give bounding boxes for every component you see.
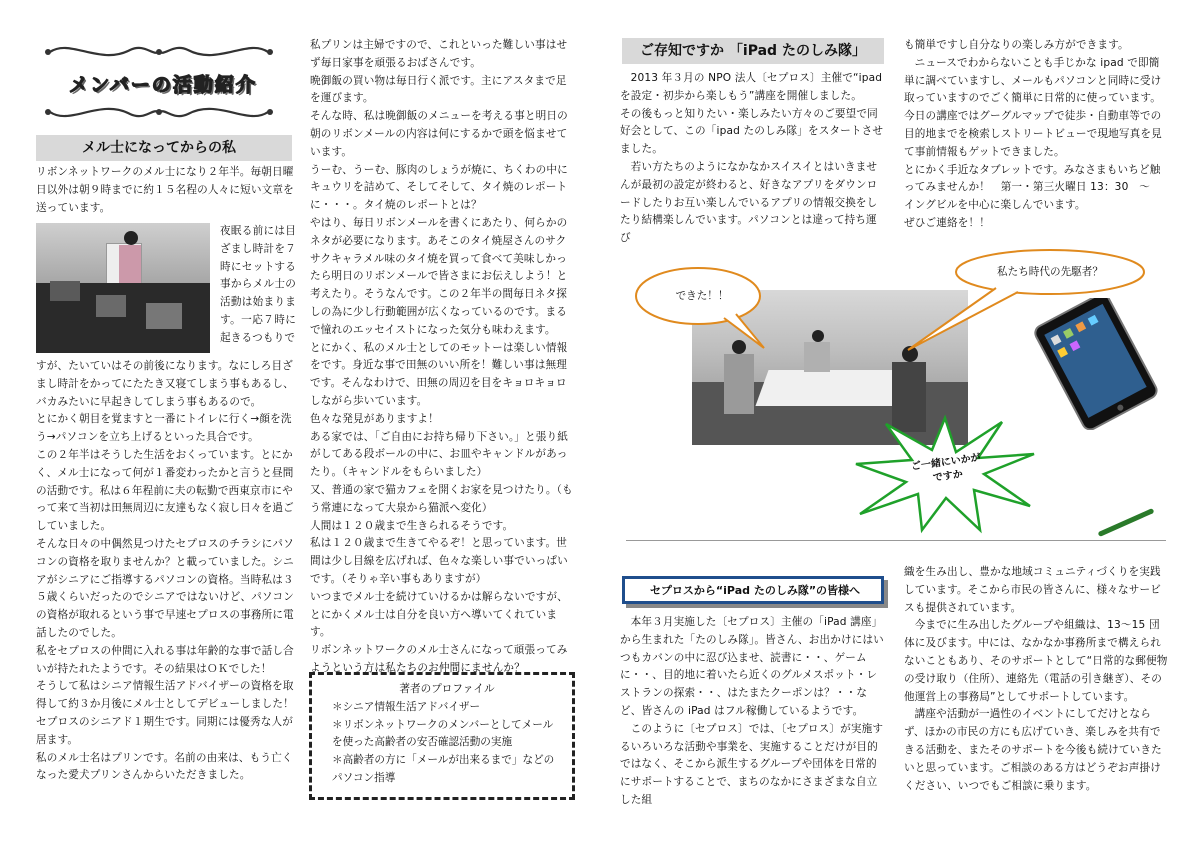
col2-body [310,37,576,678]
speech-bubble-right-text: 私たち時代の先駆者？ [997,266,1103,278]
ipad-icon [1030,298,1162,430]
profile-item: ＊シニア情報生活アドバイザー [332,700,481,713]
page-heading: メンバーの活動紹介 [69,74,257,96]
col1-para: 私のメル士名はプリンです。名前の由来は、もう亡くなった愛犬プリンさんからいただきました。 [36,751,293,782]
sepros-para: 本年３月実施した〔セプロス〕主催の「iPad 講座」から生まれた「たのしみ隊」。皆さん、お出かけにはいつもカバンの中に忍び込ませ、読書に・・、ゲームに・・、目的地に着いたら近くのグルメスポット・レストランの探索・・、はたまたクーポンは？・・など、皆さんの iPad はフル稼働しているようです。 [620,616,884,717]
col2-para: 私は１２０歳まで生きてやるぞ！と思っています。世間は少し目線を広げれば、色々な楽しい事でいっぱいです。（そりゃ辛い事もありますが） [310,537,568,585]
sepros-col2-para: 織を生み出し、豊かな地域コミュニティづくりを実践しています。そこから市民の皆さんに、様々なサービスも提供されています。 [904,566,1161,614]
col1-para: とにかく朝目を覚ますと一番にトイレに行く→顔を洗う→パソコンを立ち上げるといった具合です。 [36,413,292,444]
ipad-col2-para: ぜひご連絡を！！ [904,216,990,229]
ipad-col2 [904,37,1168,233]
col2-para: そんな時、私は晩御飯のメニューを考える事と明日の朝のリボンメールの内容は何にするかで頭を悩ませています。 [310,110,568,158]
col1-para: すが、たいていはその前後になります。なにしろ目ざまし時計をかってにたたき又寝てしまう事もあるし、バカみたいに早起きしてしまう事もあるので。 [36,360,294,408]
col2-para: 人間は１２０歳まで生きられるそうです。 [310,519,514,532]
profile-title: 著者のプロファイル [399,683,495,695]
class-photo [36,223,210,353]
ipad-para: その後もっと知りたい・楽しみたい方々のご要望で同好会として、この「ipad たのしみ隊」をスタートさせました。 [620,107,884,156]
col1-para: そんな日々の中偶然見つけたセプロスのチラシにパソコンの資格を取りませんか？と載っていました。シニアがシニアにご指導するパソコンの資格。当時私は３５歳くらいだったのでシニアではないけど、パソコンの資格が取れるという事で早速セプロスの事務所に電話したのでした。 [36,537,294,639]
decorative-stroke [1098,508,1155,537]
sepros-para: このように〔セプロス〕では、〔セプロス〕が実施するいろいろな活動や事業を、実施することだけが目的ではなく、そこから派生するグループや団体を日常的にサポートすることで、まちのなかにさまざまな自立した組 [620,722,884,806]
speech-bubble-left-text: できた！！ [675,290,729,302]
col1-wrap-text: 夜眠る前には目ざまし時計を７時にセットする事からメル士の活動は始まります。一応７時に起きるつもりで [220,225,296,344]
ipad-para: 若い方たちのようになかなかスイスイとはいきませんが最初の設定が終わると、好きなアプリをダウンロードしたりお互い楽しんでいるアプリの情報交換をしたり結構楽しんでいます。パソコンとは違って持ち運び [620,160,878,245]
flourish-top [40,40,278,64]
sepros-col2 [904,564,1168,795]
section-title: メル士になってからの私 [36,135,292,161]
ipad-col2-para: ニュースでわからないことも手じかな ipad で即簡単に調べていますし、メールもパソコンと同時に受け取っていますのでごく簡単に日常的に使っています。 [904,56,1162,105]
flourish-bottom [40,100,278,124]
col2-para: 色々な発見がありますよ！ [310,412,439,425]
author-profile-box [309,672,575,800]
col2-para: うーむ、うーむ、豚肉のしょうが焼に、ちくわの中にキュウリを詰めて、そしてそして、タイ焼のレポートに・・・。タイ焼のレポートとは？ [310,163,568,212]
col1-para: そうして私はシニア情報生活アドバイザーの資格を取得して約３か月後にメル士としてデビューしました！セプロスのシニアド１期生です。同期には優秀な人が居ます。 [36,680,294,746]
divider-line [626,540,1166,541]
col2-para: 晩御飯の買い物は毎日行く派です。主にアスタまで足を運びます。 [310,74,567,105]
profile-item: ＊高齢者の方に「メールが出来るまで」などのパソコン指導 [332,754,555,784]
ipad-col2-para: も簡単ですし自分なりの楽しみ方ができます。 [904,39,1129,51]
sepros-col1 [620,614,884,810]
speech-bubble-left [632,264,772,354]
col1-para: この２年半はそうした生活をおくっています。とにかく、メル士になって何が１番変わったかと言うと昼間の活動です。私は６年程前に夫の転勤で西東京市にやって来て当初は田無周辺に友達もなく寂し日々を過ごしていました。 [36,448,294,533]
col2-para: いつまでメル士を続けていけるかは解らないですが、とにかくメル士は自分を良い方へ導いてくれています。 [310,590,568,639]
col2-para: やはり、毎日リボンメールを書くにあたり、何らかのネタが必要になります。あそこのタイ焼屋さんのサクサクキャラメル味のタイ焼を買って食べて美味しかったら明日のリボンメールで皆さまにお伝えしよう！と考えたり。そうなんです。この２年半の間毎日ネタ探しの為に少し行動範囲が広くなっているのです。まるで憧れのエッセイストになった気分も味わえます。 [310,216,568,336]
col1-body [36,358,296,785]
starburst-text: ご一緒にいかがですか [910,452,982,484]
sepros-col2-para: 今までに生み出したグループや組織は、13～15 団体に及びます。中には、なかなか事務所まで構えられないこともあり、そのサポートとして“日常的な郵便物の受け取り（住所）、連絡先（電話の引き継ぎ）、その他運営上の事務局”としてサポートしています。 [904,619,1168,703]
profile-item: ＊リボンネットワークのメンバーとしてメールを使った高齢者の安否確認活動の実施 [332,718,554,749]
col2-para: 私プリンは主婦ですので、これといった難しい事はせず毎日家事を頑張るおばさんです。 [310,39,568,69]
ipad-col1 [620,70,884,248]
col2-para: ある家では、「ご自由にお持ち帰り下さい。」と張り紙がしてある段ボールの中に、お皿やキャンドルがあったり。（キャンドルをもらいました） [310,430,568,479]
col2-para: とにかく、私のメル士としてのモットーは楽しい情報をです。身近な事で田無のいい所を！難しい事は無理です。そんなわけで、田無の周辺を目をキョロキョロしながら歩いています。 [310,341,568,407]
col2-para: リボンネットワークのメル士さんになって頑張ってみようという方は私たちのお仲間にませんか？ [310,644,568,674]
sepros-col2-para: 講座や活動が一過性のイベントにしてだけとならず、ほかの市民の方にも広げていき、楽しみを共有できる活動を、またそのサポートを今後も続けていきたいと思っています。ご相談のある方はどうぞお声掛けください、いつでもご相談に乗ります。 [904,708,1162,792]
sepros-title: セプロスから“iPad たのしみ隊”の皆様へ [649,584,861,597]
col1-intro: リボンネットワークのメル士になり２年半。毎朝日曜日以外は朝９時までに約１５名程の人々に短い文章を送っています。 [36,166,294,214]
col1-para: 私をセプロスの仲間に入れる事は年齢的な事で話し合いが持たれたようです。その結果はＯＫでした！ [36,644,294,675]
ipad-col2-para: 今日の講座ではグーグルマップで徒歩・自動車等での目的地までを検索しストリートビューで現地写真を見て事前情報もゲットできました。 [904,110,1162,158]
ipad-col2-para: とにかく手近なタブレットです。みなさまもいちど触ってみませんか！ 第一・第三火曜日 13：30 ～ イングビルを中心に楽しんでいます。 [904,163,1161,212]
col2-para: 又、普通の家で猫カフェを開くお家を見つけたり。（も う常連になって大泉から猫派へ変化） [310,483,573,514]
ipad-para: 2013 年３月の NPO 法人〔セプロス〕主催で“ipad を設定・初歩から楽しもう”講座を開催しました。 [620,72,883,102]
ipad-title: ご存知ですか 「iPad たのしみ隊」 [622,38,884,64]
